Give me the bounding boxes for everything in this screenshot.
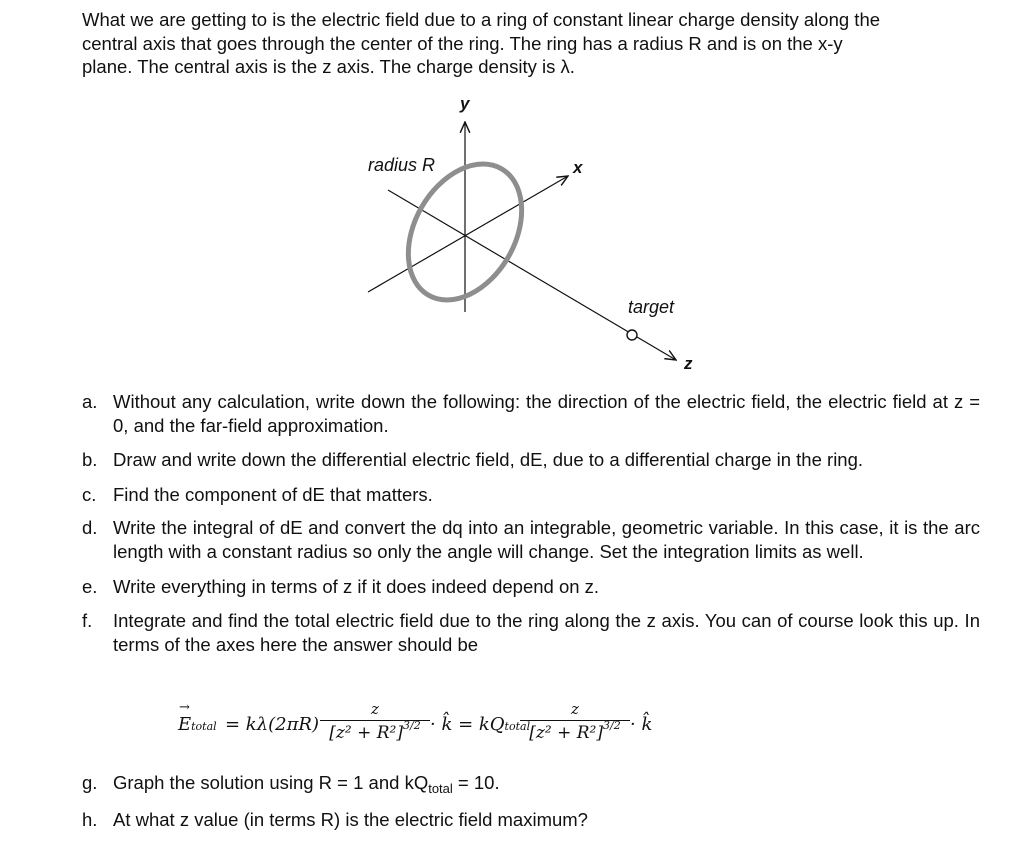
question-marker: g.: [82, 772, 98, 793]
question-text: Write everything in terms of z if it does indeed depend on z.: [113, 575, 600, 597]
question-text-sub: total: [428, 781, 453, 796]
z-axis-label: z: [684, 354, 693, 373]
question-text: Find the component of dE that matters.: [113, 483, 433, 505]
question-item: [82, 575, 980, 599]
fraction-numerator: z: [571, 700, 579, 718]
question-item: [82, 516, 980, 563]
question-marker: e.: [82, 575, 98, 597]
formula-end: · k̂: [630, 714, 653, 735]
intro-line-1: What we are getting to is the electric field due to a ring of constant linear charge density along the: [82, 9, 881, 30]
question-marker: h.: [82, 808, 98, 830]
formula-lhs-symbol: E: [178, 714, 192, 735]
target-point: [627, 330, 637, 340]
question-item: [82, 448, 980, 472]
fraction-denominator: [520, 719, 630, 743]
question-text: Draw and write down the differential electric field, dE, due to a differential charge in the ring.: [113, 449, 864, 471]
y-axis-label: y: [460, 94, 470, 113]
question-text: Write the integral of dE and convert the dq into an integrable, geometric variable. In this case, it is the arc length with a constant radius so only the angle will change. Set the integration limits as well.: [113, 517, 980, 562]
question-text: Integrate and find the total electric field due to the ring along the z axis. You can of course look this up. In terms of the axes here the answer should be: [113, 610, 980, 655]
question-item: [82, 808, 980, 832]
formula-mid: [430, 714, 530, 735]
formula-mid-sub: total: [504, 720, 531, 733]
intro-line-2: central axis that goes through the center of the ring. The ring has a radius R and is on the x-y: [82, 32, 843, 54]
question-item: [82, 390, 980, 437]
question-marker: d.: [82, 517, 98, 539]
question-text-post: = 10.: [452, 772, 500, 793]
denominator-base: [z² + R²]: [329, 723, 403, 743]
formula-mid-text: · k̂ = kQ: [430, 714, 505, 735]
radius-label: radius R: [368, 155, 436, 175]
denominator-base: [z² + R²]: [529, 723, 603, 743]
denominator-exponent: 3/2: [403, 719, 421, 732]
fraction-denominator: [320, 719, 430, 743]
question-item: [82, 609, 980, 656]
ring-diagram-svg: [360, 92, 720, 382]
question-marker: c.: [82, 483, 97, 505]
formula-fraction-1: [320, 700, 430, 743]
x-axis-label: x: [573, 158, 583, 177]
formula-lhs: → Etotal: [178, 700, 217, 735]
formula-fraction-2: [520, 700, 630, 743]
denominator-exponent: 3/2: [603, 719, 621, 732]
formula-eq1: = kλ(2πR): [225, 714, 319, 735]
question-text: Graph the solution using R = 1 and kQ: [113, 772, 429, 793]
question-marker: f.: [82, 610, 93, 632]
intro-line-3: plane. The central axis is the z axis. The charge density is λ.: [82, 56, 575, 78]
intro-paragraph: [82, 8, 980, 79]
question-item: [82, 771, 980, 797]
question-marker: a.: [82, 391, 98, 412]
question-marker: b.: [82, 449, 98, 471]
question-text: At what z value (in terms R) is the electric field maximum?: [113, 808, 588, 830]
formula-lhs-sub: total: [191, 720, 217, 733]
question-text: Without any calculation, write down the following: the direction of the electric field, the electric field at z = 0, and the far-field approximation.: [113, 391, 980, 436]
ring-diagram: [360, 92, 720, 387]
question-item: [82, 483, 980, 507]
question-list-2: [82, 771, 980, 831]
fraction-numerator: z: [371, 700, 379, 718]
target-label: target: [628, 297, 675, 317]
question-list: [82, 390, 980, 656]
x-axis: [368, 176, 568, 292]
